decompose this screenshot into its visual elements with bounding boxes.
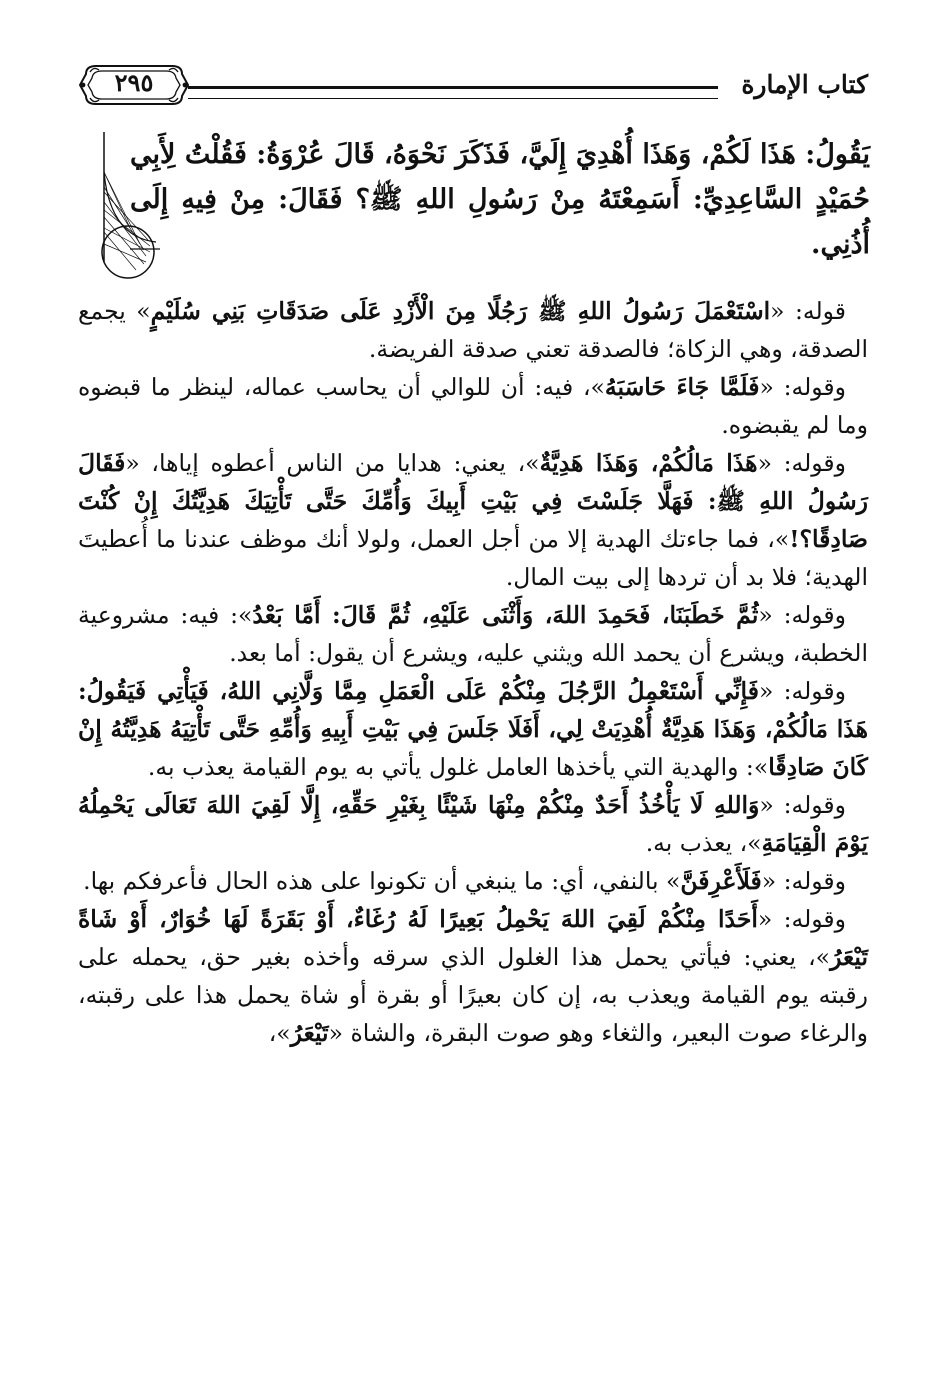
quoted-hadith: تَيْعَرُ — [290, 1019, 329, 1047]
quoted-hadith: فَلَمَّا جَاءَ حَاسَبَهُ — [604, 373, 760, 401]
commentary-paragraph-8: وقوله: «أَحَدًا مِنْكُمْ لَقِيَ اللهَ يَحْمِلُ بَعِيرًا لَهُ رُغَاءٌ، أَوْ بَقَرَةً لَهَا خُوَارٌ، أَوْ شَاةً تَيْعَرُ»، يعني: فيأتي يحمل هذا الغلول الذي سرقه وأخذه بغير حق، يحمله على رقبته يوم القيامة ويعذب به، إن كان بعيرًا أو بقرة أو شاة يحمل هذا على رقبته، والرغاء صوت البعير، والثغاء وهو صوت البقرة، والشاة «تَيْعَرُ»، — [78, 905, 868, 1047]
commentary-paragraph-5: وقوله: «فَإِنِّي أَسْتَعْمِلُ الرَّجُلَ مِنْكُمْ عَلَى الْعَمَلِ مِمَّا وَلَّانِي اللهُ، فَيَأْتِي فَيَقُولُ: هَذَا مَالُكُمْ، وَهَذَا هَدِيَّةٌ أُهْدِيَتْ لِي، أَفَلَا جَلَسَ فِي بَيْتِ أَبِيهِ وَأُمِّهِ حَتَّى تَأْتِيَهُ هَدِيَّتُهُ إِنْ كَانَ صَادِقًا»: والهدية التي يأخذها العامل غلول يأتي به يوم القيامة يعذب به. — [78, 677, 868, 781]
commentary-paragraph-3: وقوله: «هَذَا مَالُكُمْ، وَهَذَا هَدِيَّةٌ»، يعني: هدايا من الناس أعطوه إياها، «فَقَالَ رَسُولُ اللهِ ﷺ: فَهَلَّا جَلَسْتَ فِي بَيْتِ أَبِيكَ وَأُمِّكَ حَتَّى تَأْتِيَكَ هَدِيَّتُكَ إِنْ كُنْتَ صَادِقًا؟!»، فما جاءتك الهدية إلا من أجل العمل، ولولا أنك موظف عندنا ما أُعطيتَ الهدية؛ فلا بد أن تردها إلى بيت المال. — [78, 449, 868, 591]
page-number: ٢٩٥ — [114, 68, 154, 97]
commentary-paragraph-7: وقوله: «فَلَأَعْرِفَنَّ» بالنفي، أي: ما ينبغي أن تكونوا على هذه الحال فأعرفكم بها. — [83, 867, 846, 895]
commentary-paragraph-6: وقوله: «وَاللهِ لَا يَأْخُذُ أَحَدٌ مِنْكُمْ مِنْهَا شَيْئًا بِغَيْرِ حَقِّهِ، إِلَّا لَقِيَ اللهَ تَعَالَى يَحْمِلُهُ يَوْمَ الْقِيَامَةِ»، يعذب به. — [78, 791, 868, 857]
quoted-hadith: هَذَا مَالُكُمْ، وَهَذَا هَدِيَّةٌ — [539, 449, 758, 477]
quoted-hadith: اسْتَعْمَلَ رَسُولُ اللهِ ﷺ رَجُلًا مِنَ الْأَزْدِ عَلَى صَدَقَاتِ بَنِي سُلَيْمٍ — [150, 297, 771, 325]
quoted-hadith: فَإِنِّي أَسْتَعْمِلُ الرَّجُلَ مِنْكُمْ عَلَى الْعَمَلِ مِمَّا وَلَّانِي اللهُ، فَيَأْتِي فَيَقُولُ: هَذَا مَالُكُمْ، وَهَذَا هَدِيَّةٌ أُهْدِيَتْ لِي، أَفَلَا جَلَسَ فِي بَيْتِ أَبِيهِ وَأُمِّهِ حَتَّى تَأْتِيَهُ هَدِيَّتُهُ إِنْ كَانَ صَادِقًا — [78, 677, 868, 781]
commentary-paragraph-4: وقوله: «ثُمَّ خَطَبَنَا، فَحَمِدَ اللهَ، وَأَثْنَى عَلَيْهِ، ثُمَّ قَالَ: أَمَّا بَعْدُ»: فيه: مشروعية الخطبة، ويشرع أن يحمد الله ويثني عليه، ويشرع أن يقول: أما بعد. — [78, 601, 868, 667]
book-title: كتاب الإمارة — [741, 70, 868, 99]
header-rule — [188, 86, 718, 99]
quoted-hadith: فَلَأَعْرِفَنَّ — [680, 867, 762, 895]
commentary — [78, 292, 868, 1052]
quoted-hadith: فَقَالَ رَسُولُ اللهِ ﷺ: فَهَلَّا جَلَسْتَ فِي بَيْتِ أَبِيكَ وَأُمِّكَ حَتَّى تَأْتِيَكَ هَدِيَّتُكَ إِنْ كُنْتَ صَادِقًا؟! — [78, 449, 868, 553]
commentary-paragraph-2: وقوله: «فَلَمَّا جَاءَ حَاسَبَهُ»، فيه: أن للوالي أن يحاسب عماله، لينظر ما قبضوه وما لم يقبضوه. — [78, 373, 868, 439]
quoted-hadith: وَاللهِ لَا يَأْخُذُ أَحَدٌ مِنْكُمْ مِنْهَا شَيْئًا بِغَيْرِ حَقِّهِ، إِلَّا لَقِيَ اللهَ تَعَالَى يَحْمِلُهُ يَوْمَ الْقِيَامَةِ — [78, 791, 868, 857]
quoted-hadith: ثُمَّ خَطَبَنَا، فَحَمِدَ اللهَ، وَأَثْنَى عَلَيْهِ، ثُمَّ قَالَ: أَمَّا بَعْدُ — [252, 601, 759, 629]
hadith-box — [100, 132, 870, 260]
commentary-paragraph-1: قوله: «اسْتَعْمَلَ رَسُولُ اللهِ ﷺ رَجُلًا مِنَ الْأَزْدِ عَلَى صَدَقَاتِ بَنِي سُلَيْمٍ» يجمع الصدقة، وهي الزكاة؛ فالصدقة تعني صدقة الفريضة. — [78, 297, 868, 363]
page-number-ornament — [78, 62, 190, 108]
quoted-hadith: أَحَدًا مِنْكُمْ لَقِيَ اللهَ يَحْمِلُ بَعِيرًا لَهُ رُغَاءٌ، أَوْ بَقَرَةً لَهَا خُوَارٌ، أَوْ شَاةً تَيْعَرُ — [78, 905, 868, 971]
page-header — [78, 62, 868, 110]
hadith-text: يَقُولُ: هَذَا لَكُمْ، وَهَذَا أُهْدِيَ إِلَيَّ، فَذَكَرَ نَحْوَهُ، قَالَ عُرْوَةُ: فَقُلْتُ لِأَبِي حُمَيْدٍ السَّاعِدِيِّ: أَسَمِعْتَهُ مِنْ رَسُولِ اللهِ ﷺ؟ فَقَالَ: مِنْ فِيهِ إِلَى أُذُنِي. — [130, 139, 870, 260]
